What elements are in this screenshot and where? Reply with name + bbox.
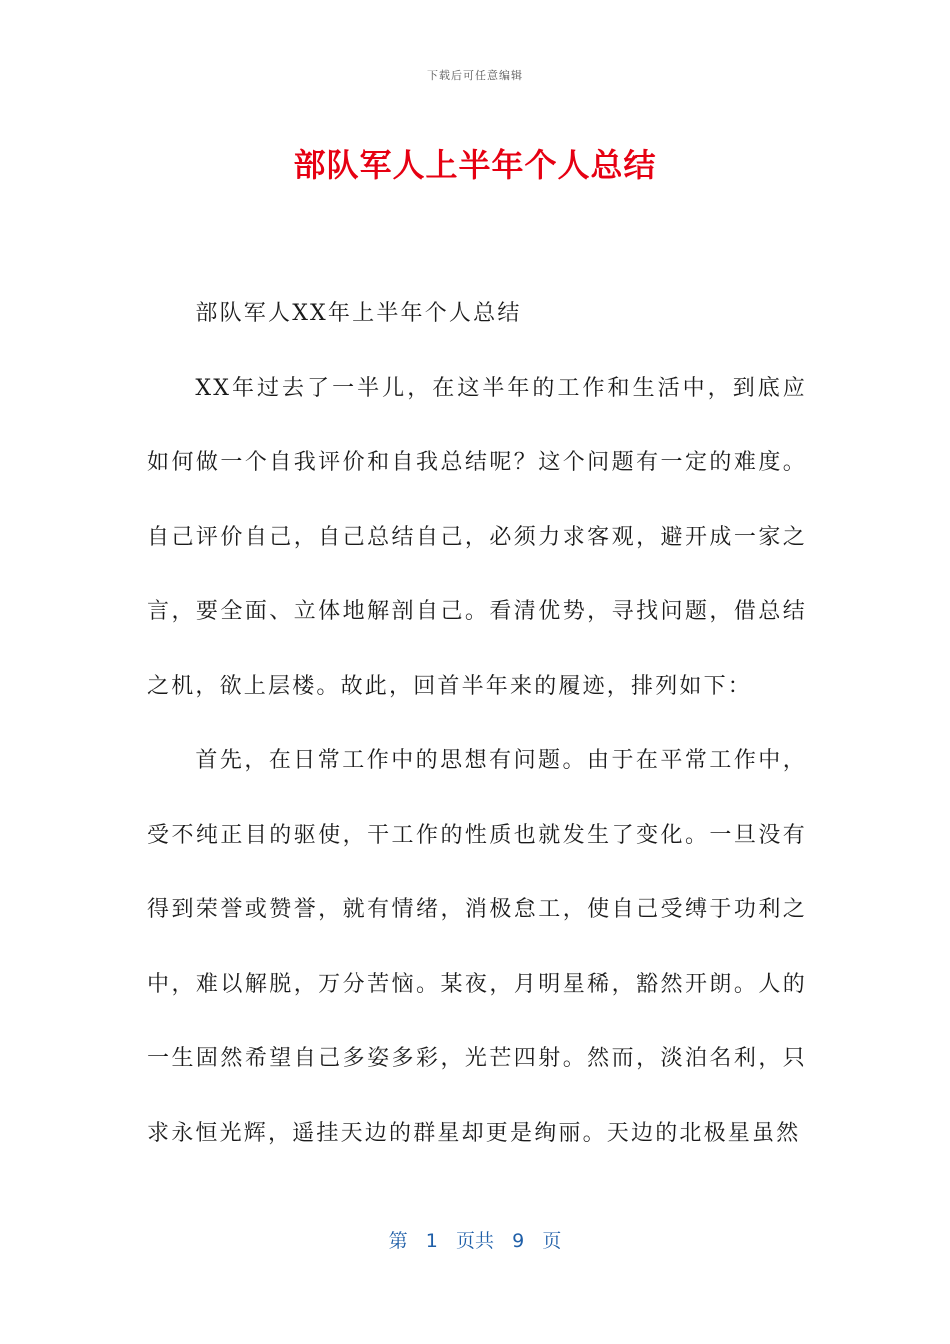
footer-middle: 页共 — [455, 1230, 494, 1252]
footer-suffix: 页 — [542, 1230, 562, 1252]
header-note: 下载后可任意编辑 — [427, 69, 523, 82]
document-title: 部队军人上半年个人总结 — [293, 146, 657, 184]
page-footer — [0, 1226, 950, 1253]
footer-current-page: 1 — [425, 1230, 438, 1252]
footer-prefix: 第 — [388, 1230, 408, 1252]
paragraph-first-point: 首先，在日常工作中的思想有问题。由于在平常工作中，受不纯正目的驱使，干工作的性质也就发生了变化。一旦没有得到荣誉或赞誉，就有情绪，消极怠工，使自己受缚于功利之中，难以解脱，万分苦恼。某夜，月明星稀，豁然开朗。人的一生固然希望自己多姿多彩，光芒四射。然而，淡泊名利，只求永恒光辉，遥挂天边的群星却更是绚丽。天边的北极星虽然 — [147, 748, 807, 1146]
paragraph-intro: XX年过去了一半儿，在这半年的工作和生活中，到底应如何做一个自我评价和自我总结呢？这个问题有一定的难度。自己评价自己，自己总结自己，必须力求客观，避开成一家之言，要全面、立体地解剖自己。看清优势，寻找问题，借总结之机，欲上层楼。故此，回首半年来的履迹，排列如下： — [147, 375, 807, 699]
footer-total-pages: 9 — [512, 1230, 525, 1252]
document-body — [147, 277, 807, 1171]
paragraph-subtitle: 部队军人XX年上半年个人总结 — [195, 301, 522, 326]
